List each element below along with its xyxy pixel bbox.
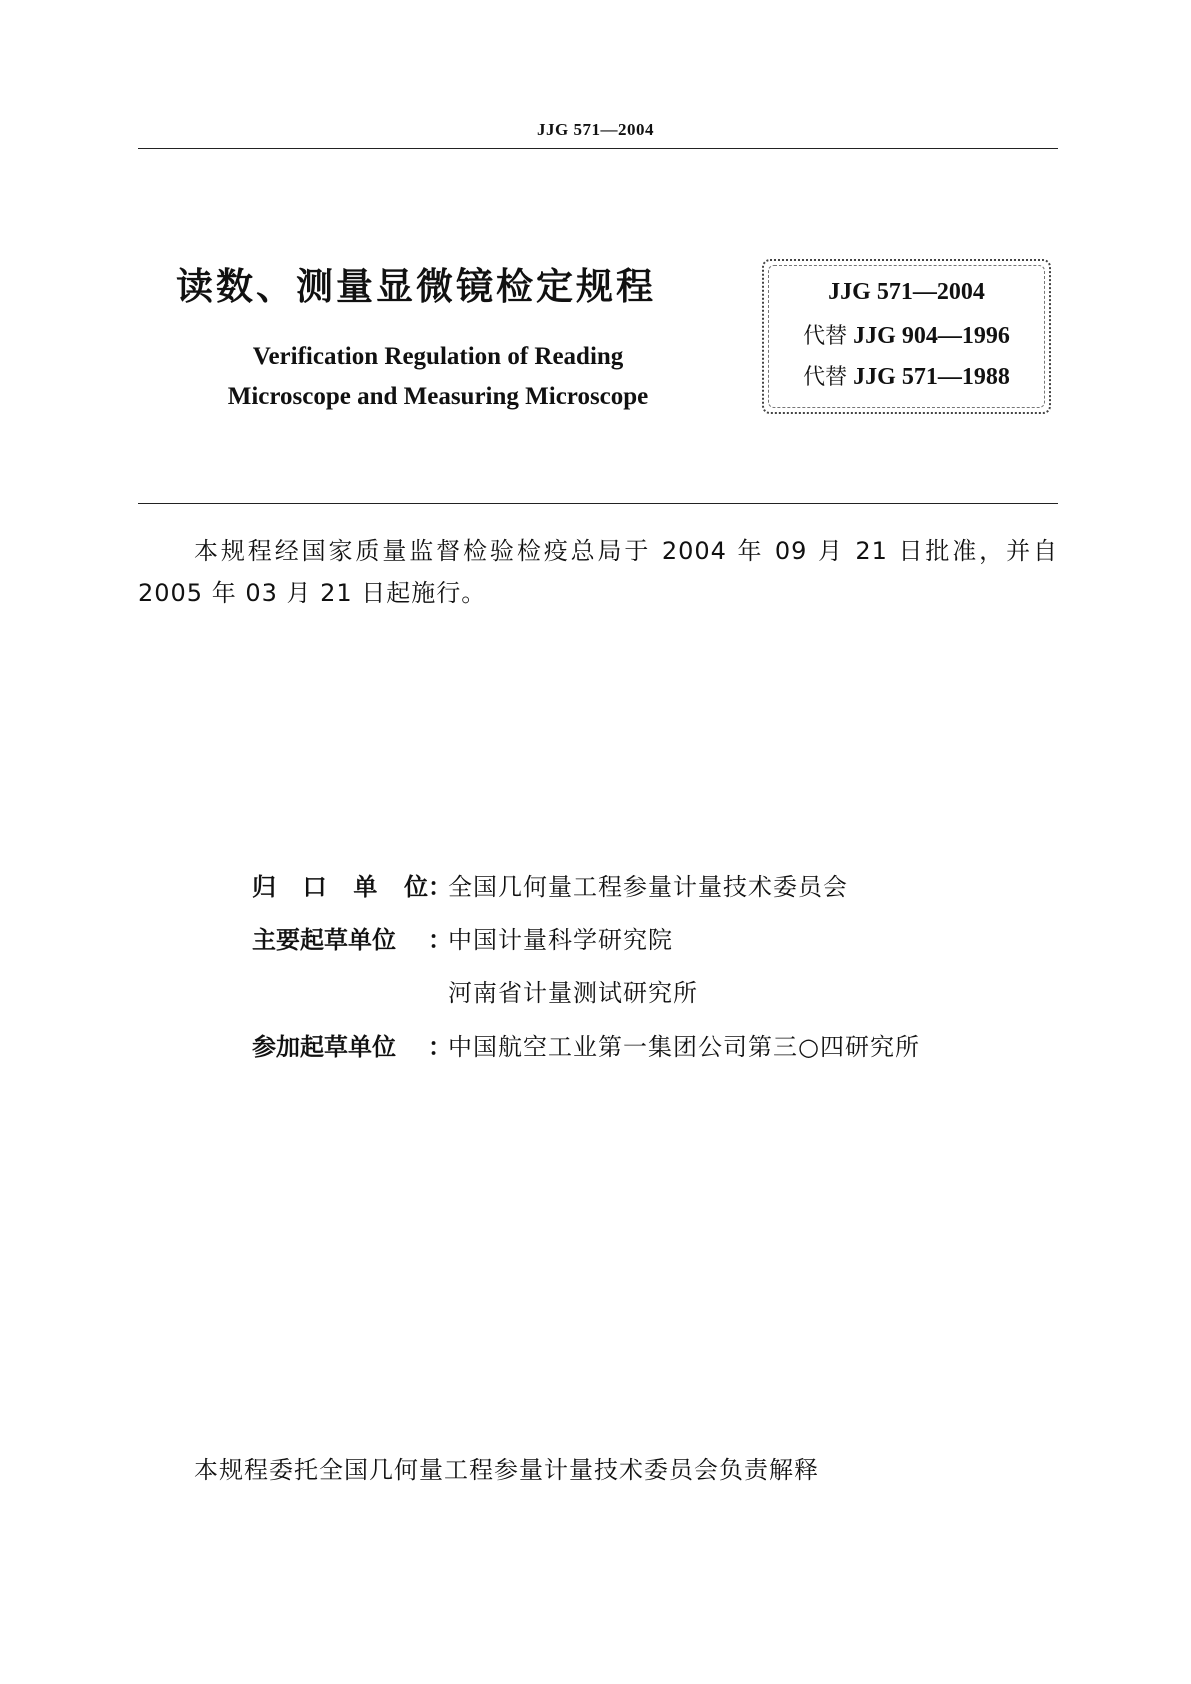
- participating-unit-value: 中国航空工业第一集团公司第三○四研究所: [448, 1033, 920, 1061]
- main-drafting-unit-value-2: 河南省计量测试研究所: [448, 979, 698, 1007]
- document-title-en-line-2: Microscope and Measuring Microscope: [227, 383, 649, 410]
- main-drafting-unit-value-1: 中国计量科学研究院: [448, 926, 673, 954]
- main-drafting-unit-label: [252, 920, 428, 955]
- approval-statement: 本规程经国家质量监督检验检疫总局于 2004 年 09 月 21 日批准，并自 2005 年 03 月 21 日起施行。: [138, 537, 1058, 607]
- label-char: 口: [302, 873, 327, 901]
- replaces-prefix: 代替: [803, 324, 848, 349]
- standard-code-replaces-2: [762, 360, 1051, 391]
- replaced-code-value: JJG 571—1988: [853, 364, 1010, 390]
- label-colon: ：: [428, 926, 452, 954]
- label-colon: ：: [428, 1033, 452, 1061]
- interpretation-note: 本规程委托全国几何量工程参量计量技术委员会负责解释: [194, 1456, 819, 1484]
- standard-code-current-value: JJG 571—2004: [828, 279, 985, 305]
- participating-unit-label: [252, 1027, 428, 1062]
- label-colon: ：: [428, 873, 452, 901]
- label-char: 单: [353, 873, 378, 901]
- label-text: 参加起草单位: [252, 1033, 396, 1061]
- replaces-prefix: 代替: [803, 365, 848, 390]
- label-char: 归: [252, 873, 276, 901]
- responsible-unit-label: [252, 867, 428, 902]
- standard-code-current: [762, 279, 1051, 306]
- label-text: 主要起草单位: [252, 926, 396, 954]
- header-rule: [138, 148, 1058, 149]
- running-header: JJG 571—2004: [537, 120, 654, 139]
- responsible-unit-value: 全国几何量工程参量计量技术委员会: [448, 873, 848, 901]
- section-rule: [138, 503, 1058, 504]
- replaced-code-value: JJG 904—1996: [853, 323, 1010, 349]
- standard-code-replaces-1: [762, 319, 1051, 350]
- document-title-cn: 读数、测量显微镜检定规程: [176, 265, 656, 308]
- label-char: 位: [403, 873, 428, 901]
- document-title-en-line-1: Verification Regulation of Reading: [252, 343, 624, 370]
